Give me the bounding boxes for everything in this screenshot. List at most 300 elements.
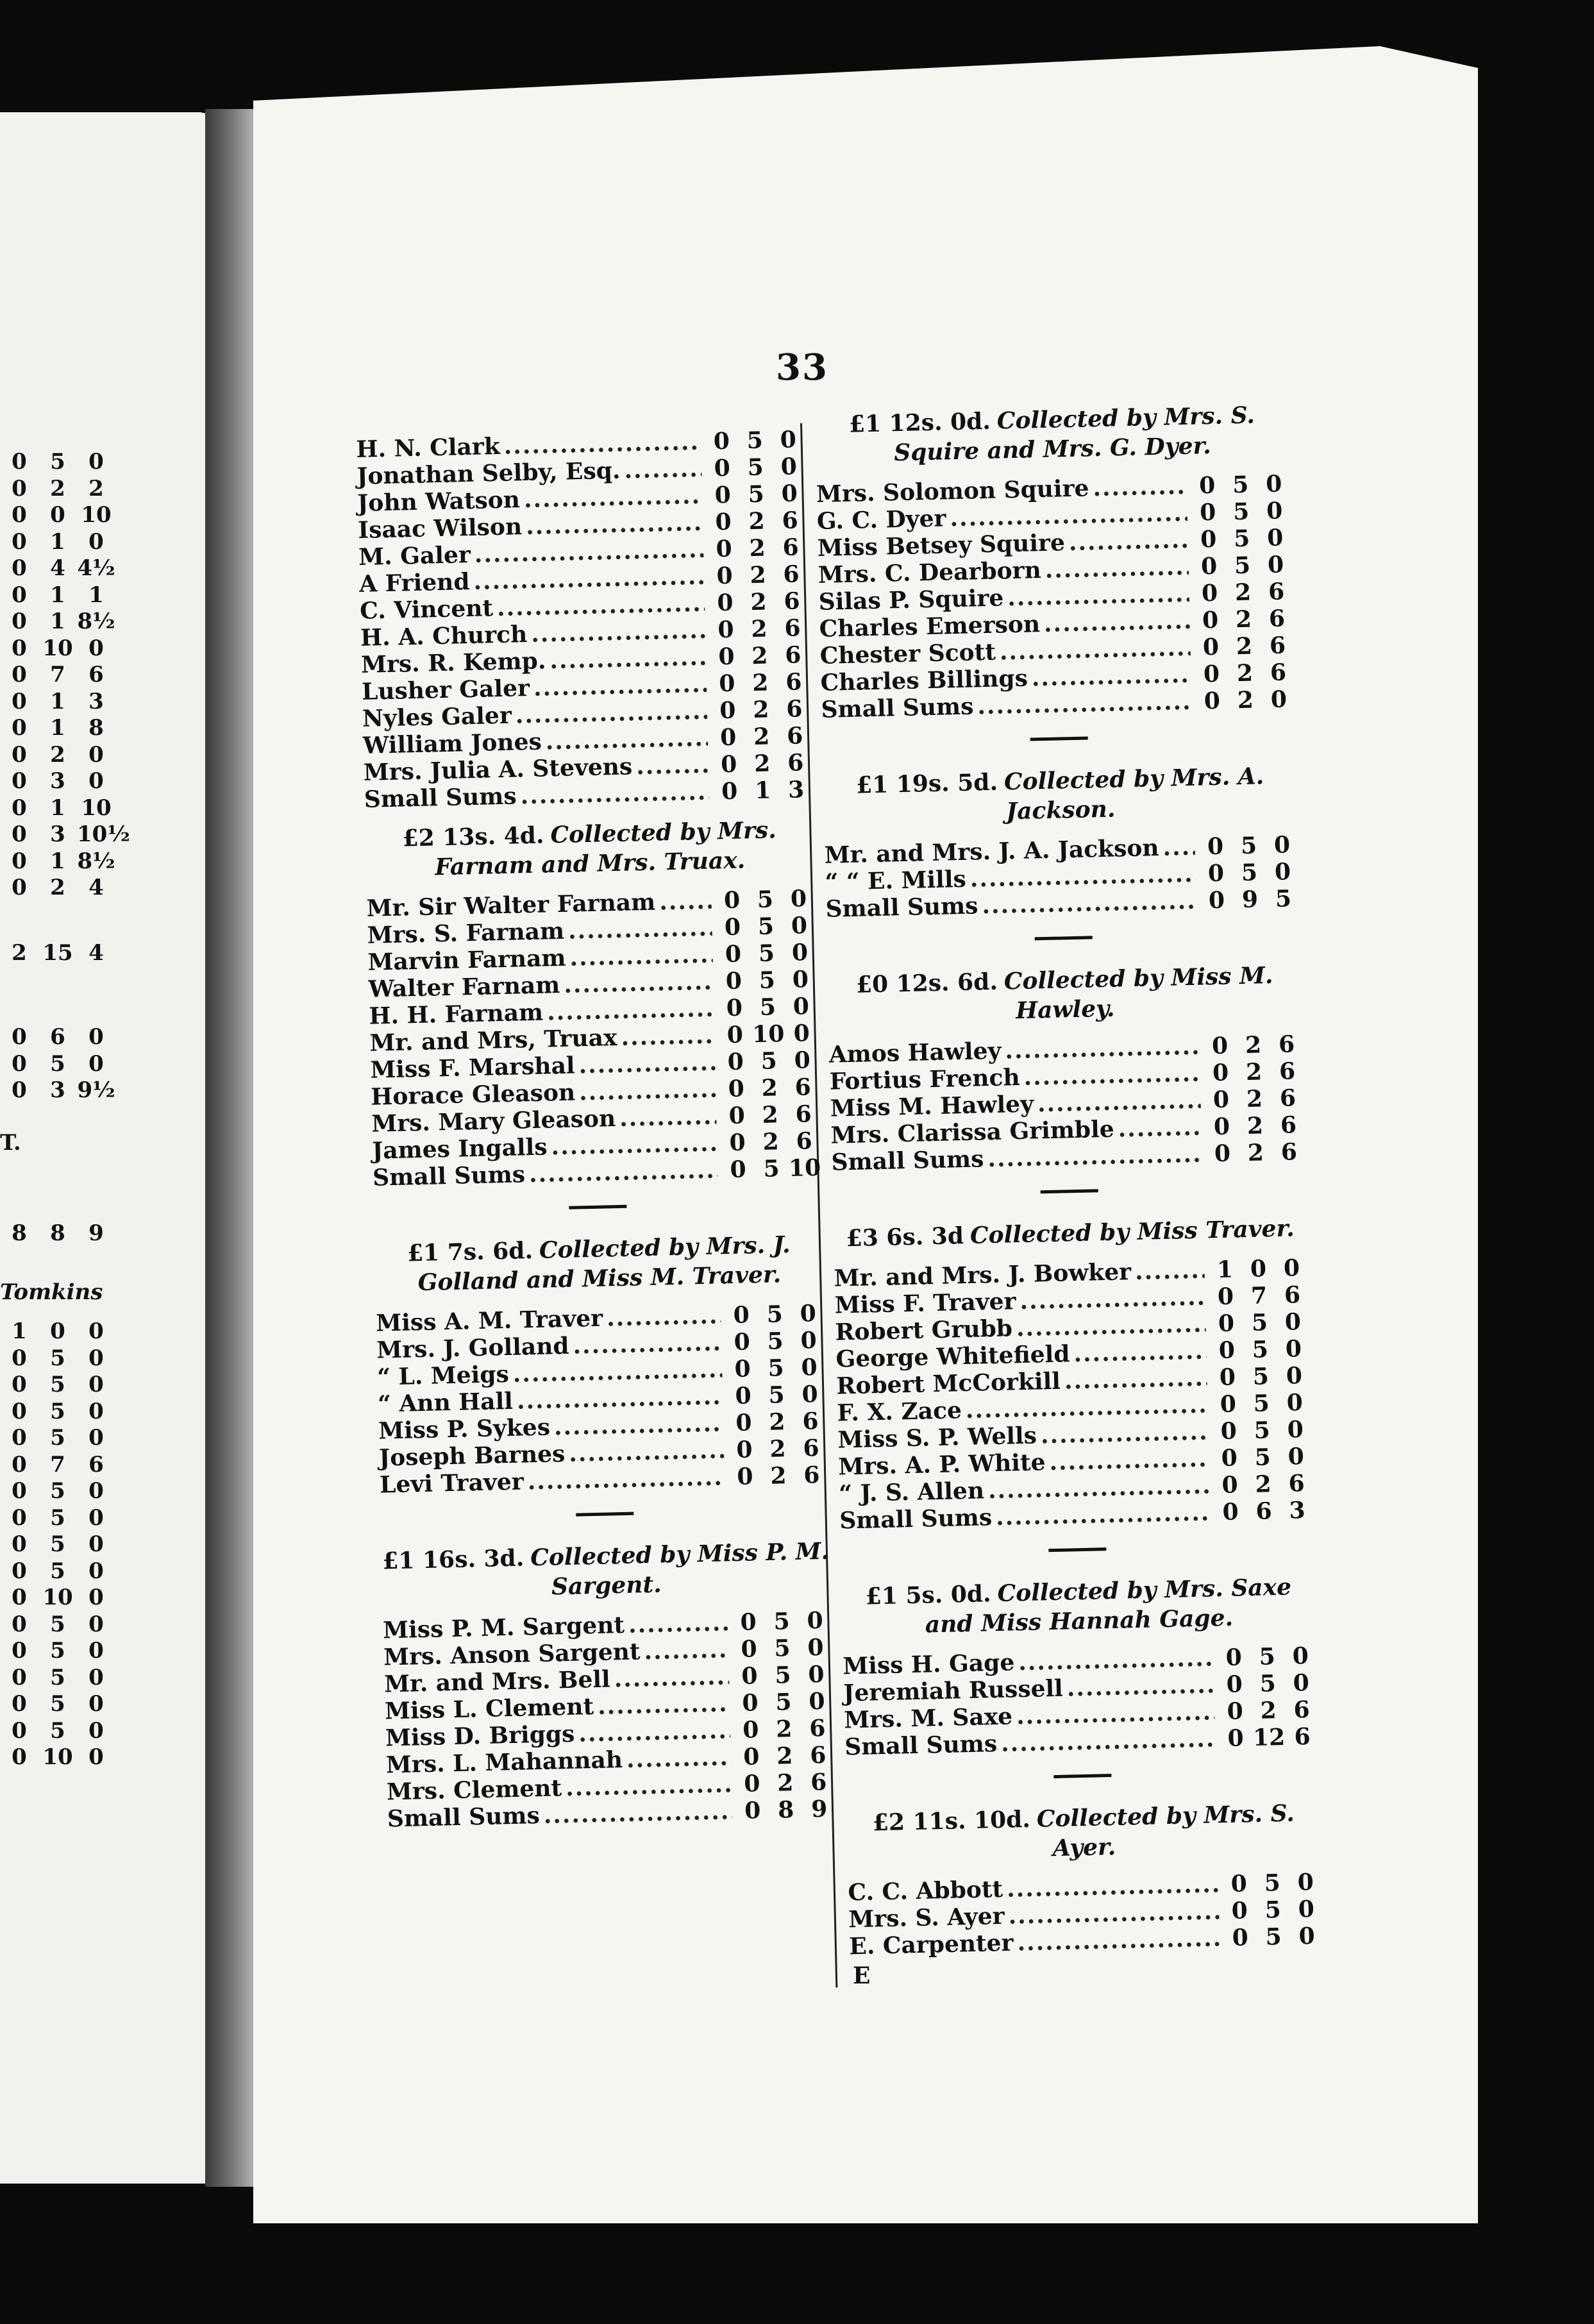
subscriber-name: William Jones	[362, 728, 542, 759]
left-amount-row	[0, 1612, 212, 1638]
amount-pence: 0	[807, 1660, 825, 1688]
amount-cells	[1208, 1254, 1309, 1284]
amount-pence: 0	[1274, 858, 1291, 886]
subscriber-name: Nyles Galer	[362, 702, 512, 732]
amount-cells	[725, 1327, 826, 1356]
leader-dots	[1093, 473, 1187, 501]
subscriber-name: Robert Grubb	[835, 1315, 1013, 1346]
subscriber-name: Mrs. Solomon Squire	[816, 475, 1089, 508]
subscriber-name: Mrs. M. Saxe	[843, 1703, 1013, 1734]
left-amount-row	[0, 502, 212, 529]
subscriber-name: M. Galer	[358, 541, 471, 571]
amount-cells	[706, 480, 807, 509]
left-amount-cell: 0	[12, 821, 27, 847]
leader-dots	[644, 1636, 728, 1665]
leader-dots	[624, 455, 702, 484]
amount-pence: 0	[790, 885, 807, 913]
column-b	[814, 400, 1324, 1971]
left-amount-cell: 0	[88, 449, 104, 475]
amount-pounds: 0	[1231, 1897, 1248, 1924]
left-amount-cell: 0	[88, 1050, 104, 1077]
section-heading	[833, 1213, 1308, 1254]
amount-pence: 0	[800, 1300, 817, 1327]
subscriber-name: H. A. Church	[360, 621, 528, 652]
left-amount-row	[0, 1452, 212, 1479]
subscriber-name: A Friend	[358, 568, 470, 598]
leader-dots	[614, 1663, 729, 1692]
left-amount-cell: 0	[12, 555, 27, 581]
amount-shillings: 2	[762, 1101, 779, 1129]
amount-shillings: 5	[1240, 832, 1257, 860]
amount-pounds: 0	[720, 750, 737, 779]
amount-cells	[728, 1461, 829, 1491]
spacer	[0, 1156, 212, 1220]
left-amount-cell: 0	[88, 768, 104, 794]
heading-amount: £2 13s. 4d.	[402, 821, 544, 852]
amount-shillings: 5	[775, 1688, 792, 1716]
left-amount-cell: 5	[50, 1691, 65, 1717]
left-amount-cell: 0	[12, 528, 27, 555]
amount-pence: 6	[802, 1435, 819, 1462]
subscriber-name: Mrs. S. Farnam	[367, 917, 565, 949]
amount-pounds: 0	[1202, 606, 1219, 634]
section-rule	[569, 1205, 626, 1209]
amount-shillings: 2	[762, 1128, 780, 1156]
amount-pounds: 0	[734, 1328, 751, 1356]
left-amount-cell: 0	[50, 502, 65, 528]
amount-shillings: 6	[1255, 1497, 1273, 1525]
amount-cells	[734, 1688, 834, 1717]
amount-pence: 6	[1280, 1111, 1297, 1139]
amount-shillings: 1	[754, 777, 771, 805]
amount-pounds: 0	[1217, 1283, 1234, 1311]
left-amount-row	[0, 1718, 212, 1745]
amount-pence: 0	[801, 1354, 818, 1381]
heading-amount: £1 16s. 3d.	[382, 1544, 524, 1575]
left-amount-row	[0, 529, 212, 556]
subscriber-name: Lusher Galer	[361, 674, 530, 705]
left-amount-cell: 0	[88, 1504, 104, 1531]
amount-pounds: 0	[1218, 1336, 1236, 1365]
leader-dots	[1135, 1257, 1205, 1285]
amount-shillings: 5	[759, 993, 776, 1021]
amount-cells	[1218, 1696, 1319, 1726]
left-amount-cell: 10	[81, 502, 112, 528]
subscriber-name: Small Sums	[364, 782, 517, 813]
left-amount-cell: 5	[50, 1638, 65, 1663]
amount-pounds: 0	[721, 777, 738, 805]
amount-shillings: 5	[763, 1155, 780, 1183]
leader-dots	[659, 888, 712, 916]
amount-shillings: 2	[1246, 1085, 1263, 1113]
amount-pounds: 0	[1219, 1363, 1236, 1392]
subscriber-name: Miss A. M. Traver	[375, 1304, 603, 1337]
subscriber-name: Small Sums	[387, 1802, 541, 1833]
amount-cells	[1205, 1111, 1305, 1141]
left-amount-row	[0, 875, 212, 902]
amount-cells	[709, 614, 810, 644]
subscriber-name: Miss M. Hawley	[830, 1090, 1034, 1122]
column-a	[356, 426, 837, 1844]
amount-pence: 6	[1279, 1057, 1296, 1085]
amount-pence: 6	[783, 560, 800, 588]
subscriber-name: Mrs. Julia A. Stevens	[363, 753, 633, 786]
amount-shillings: 5	[1241, 859, 1258, 887]
amount-pence: 6	[1268, 578, 1285, 606]
amount-cells	[1223, 1923, 1324, 1952]
leader-dots	[607, 1302, 721, 1331]
left-total-cell: 8	[12, 1220, 27, 1246]
left-amount-cell: 2	[50, 875, 65, 900]
amount-cells	[707, 507, 807, 536]
amount-pounds: 0	[734, 1355, 751, 1383]
left-amount-cell: 3	[88, 688, 104, 714]
leader-dots	[982, 888, 1196, 920]
leader-dots	[987, 1141, 1202, 1173]
amount-pounds: 0	[728, 1075, 745, 1103]
amount-cells	[721, 1127, 821, 1157]
amount-shillings: 5	[747, 453, 764, 482]
left-amount-row	[0, 582, 212, 609]
spacer	[0, 966, 212, 1024]
leader-dots	[545, 725, 708, 755]
amount-cells	[710, 668, 810, 698]
amount-cells	[1217, 1642, 1318, 1672]
left-amount-row	[0, 476, 212, 503]
amount-cells	[719, 1074, 820, 1103]
amount-cells	[1191, 524, 1292, 553]
amount-shillings: 5	[1251, 1309, 1268, 1336]
left-amount-cell: 7	[50, 1451, 65, 1478]
left-amount-row	[0, 1638, 212, 1665]
amount-pounds: 0	[1200, 552, 1218, 580]
amount-shillings: 0	[1250, 1255, 1267, 1283]
left-label-tomkins: Tomkins	[0, 1279, 103, 1305]
section-rule	[1035, 936, 1093, 940]
left-amount-row	[0, 1372, 212, 1399]
left-amount-cell: 0	[88, 1345, 104, 1371]
amount-pence: 3	[1289, 1497, 1306, 1524]
amount-cells	[716, 912, 816, 941]
amount-pounds: 0	[1204, 687, 1221, 715]
left-amount-cell: 0	[88, 1318, 104, 1344]
subscriber-name: Mrs. Clement	[386, 1774, 562, 1806]
left-amount-row	[0, 1051, 212, 1078]
amount-shillings: 2	[1245, 1031, 1262, 1059]
subscriber-name: H. N. Clark	[356, 432, 501, 463]
leader-dots	[579, 1076, 716, 1106]
subscription-section	[356, 426, 813, 813]
subscriber-name: “ J. S. Allen	[838, 1477, 985, 1508]
leader-dots	[564, 968, 714, 998]
amount-shillings: 2	[775, 1715, 793, 1743]
left-amount-cell: 10	[42, 1744, 73, 1770]
leader-dots	[578, 1049, 716, 1079]
left-amount-cell: 3	[50, 821, 65, 847]
left-amount-row	[0, 1691, 212, 1718]
amount-shillings: 5	[768, 1354, 785, 1382]
left-amount-cell: 3	[50, 768, 65, 794]
left-total-cell: 2	[12, 939, 27, 966]
amount-pounds: 0	[1220, 1417, 1237, 1445]
left-amount-cell: 0	[88, 1691, 104, 1717]
amount-cells	[728, 1435, 828, 1464]
amount-cells	[1209, 1308, 1310, 1338]
left-amount-row	[0, 1478, 212, 1505]
left-amount-cell: 5	[50, 1611, 65, 1637]
amount-pence: 5	[1275, 885, 1292, 913]
amount-pence: 0	[1285, 1335, 1302, 1363]
subscriber-name: Mrs. Mary Gleason	[371, 1105, 616, 1138]
amount-pounds: 0	[726, 994, 743, 1022]
subscription-section	[840, 1543, 1319, 1761]
subscription-section	[845, 1769, 1323, 1960]
leader-dots	[1016, 1698, 1215, 1730]
amount-pounds: 0	[1212, 1086, 1230, 1114]
left-amount-row	[0, 1744, 212, 1771]
left-amount-cell: 5	[50, 1425, 65, 1451]
heading-text: Collected by Miss Traver.	[969, 1215, 1295, 1249]
amount-pence: 0	[793, 993, 810, 1020]
subscriber-name: Mrs. Clarissa Grimble	[830, 1115, 1115, 1149]
left-amount-cell: 0	[12, 1504, 27, 1531]
amount-shillings: 2	[769, 1435, 787, 1463]
leader-dots	[503, 428, 701, 460]
amount-cells	[710, 695, 811, 725]
amount-pounds: 0	[1220, 1390, 1237, 1419]
leader-dots	[566, 1771, 732, 1801]
amount-pounds: 0	[725, 940, 742, 968]
amount-pence: 3	[787, 776, 805, 804]
amount-shillings: 2	[776, 1769, 794, 1797]
amount-shillings: 2	[1247, 1139, 1264, 1166]
subscriber-name: Miss P. M. Sargent	[382, 1611, 625, 1644]
left-amount-cell: 0	[88, 1478, 104, 1504]
amount-pence: 6	[1279, 1084, 1296, 1112]
amount-pence: 6	[782, 507, 799, 534]
leader-dots	[996, 1499, 1211, 1531]
amount-pounds: 0	[726, 1021, 744, 1049]
amount-pounds: 0	[716, 562, 734, 590]
left-amount-cell: 1	[50, 528, 65, 555]
subscriber-name: George Whitefield	[835, 1340, 1070, 1373]
amount-pounds: 0	[713, 427, 730, 455]
amount-shillings: 5	[759, 966, 776, 994]
subscriber-name: “ “ E. Mills	[825, 865, 967, 896]
left-amount-cell: 0	[12, 741, 27, 768]
subscriber-name: Walter Farnam	[368, 972, 560, 1003]
leader-dots	[516, 1383, 723, 1414]
left-page-amounts	[0, 449, 212, 1771]
amount-pence: 0	[1298, 1895, 1315, 1923]
amount-pounds: 0	[740, 1608, 757, 1636]
subscription-section	[832, 1184, 1314, 1535]
amount-shillings: 5	[757, 913, 775, 940]
amount-pounds: 0	[736, 1463, 753, 1490]
amount-cells	[717, 993, 818, 1022]
subscriber-name: Miss F. Traver	[834, 1288, 1016, 1319]
amount-cells	[725, 1300, 825, 1329]
subscriber-name: Miss H. Gage	[842, 1649, 1015, 1680]
heading-amount: £1 19s. 5d.	[855, 768, 998, 799]
left-total-cell: 9	[88, 1220, 104, 1246]
amount-shillings: 5	[1264, 1896, 1282, 1924]
leader-dots	[527, 1463, 725, 1495]
leader-dots	[977, 688, 1192, 720]
amount-shillings: 2	[1236, 659, 1254, 687]
amount-pence: 6	[794, 1074, 812, 1101]
amount-pence: 0	[801, 1381, 819, 1408]
left-amount-cell: 1	[50, 582, 65, 608]
amount-pence: 6	[782, 534, 800, 561]
left-amount-cell: 0	[88, 1585, 104, 1610]
left-amount-cell: 8½	[77, 609, 115, 634]
left-amount-cell: 0	[12, 1345, 27, 1371]
subscriber-name: Isaac Wilson	[357, 513, 523, 544]
amount-pounds: 0	[742, 1743, 760, 1771]
amount-pounds: 0	[719, 696, 736, 725]
leader-dots	[568, 914, 712, 945]
subscriber-name: Joseph Barnes	[378, 1440, 566, 1472]
left-amount-cell: 6	[50, 1024, 65, 1050]
amount-shillings: 2	[749, 534, 766, 562]
spacer	[0, 902, 212, 940]
leader-dots	[1001, 1725, 1216, 1757]
section-heading	[846, 1798, 1321, 1868]
amount-shillings: 2	[1245, 1058, 1263, 1086]
amount-shillings: 2	[769, 1462, 787, 1490]
amount-pounds: 0	[728, 1102, 746, 1130]
leader-dots	[1023, 1060, 1200, 1091]
amount-pence: 6	[810, 1768, 827, 1796]
left-amount-row	[0, 662, 212, 689]
amount-shillings: 2	[753, 750, 771, 778]
amount-cells	[735, 1769, 835, 1798]
heading-text: Collected by Mrs. Farnam and Mrs. Truax.	[434, 816, 777, 881]
amount-cells	[1199, 858, 1300, 888]
amount-pounds: 0	[723, 886, 741, 914]
amount-cells	[719, 1047, 819, 1076]
amount-cells	[1203, 1031, 1304, 1060]
amount-pence: 10	[788, 1154, 821, 1182]
leader-dots	[1064, 1365, 1207, 1395]
amount-pence: 6	[784, 614, 801, 642]
subscriber-name: Mrs. Anson Sargent	[383, 1638, 641, 1671]
left-amount-cell: 0	[12, 1558, 27, 1584]
subscriber-name: Marvin Farnam	[367, 944, 566, 976]
subscriber-name: Mrs. L. Mahannah	[385, 1746, 623, 1779]
amount-cells	[1222, 1869, 1323, 1898]
amount-pence: 0	[780, 426, 797, 453]
subscriber-name: Miss F. Marshal	[369, 1052, 576, 1084]
heading-text: Collected by Miss M. Hawley.	[1003, 962, 1273, 1025]
amount-pence: 6	[786, 722, 803, 750]
left-amount-cell: 0	[88, 1717, 104, 1744]
amount-cells	[712, 776, 813, 805]
amount-cells	[735, 1796, 836, 1825]
amount-cells	[709, 641, 810, 671]
left-amount-cell: 1	[50, 848, 65, 874]
amount-cells	[708, 560, 809, 590]
amount-cells	[1223, 1896, 1323, 1925]
amount-shillings: 5	[1265, 1923, 1282, 1951]
amount-pence: 0	[791, 939, 809, 966]
amount-pounds: 0	[729, 1129, 746, 1157]
amount-cells	[1191, 497, 1291, 526]
subscriber-name: Miss D. Briggs	[385, 1720, 575, 1752]
left-amount-cell: 0	[88, 1558, 104, 1584]
amount-pence: 6	[796, 1127, 813, 1155]
left-amount-cell: 0	[12, 688, 27, 714]
left-amount-cell: 0	[88, 635, 104, 661]
left-amount-cell: 0	[12, 1664, 27, 1690]
amount-shillings: 5	[748, 480, 765, 509]
leader-dots	[569, 941, 713, 972]
amount-pounds: 0	[714, 454, 731, 482]
leader-dots	[999, 634, 1191, 666]
leader-dots	[621, 1022, 715, 1051]
amount-shillings: 7	[1250, 1282, 1268, 1309]
amount-cells	[705, 453, 806, 482]
left-amount-row	[0, 555, 212, 582]
left-amount-row	[0, 1425, 212, 1452]
amount-cells	[732, 1634, 833, 1663]
leader-dots	[1049, 1445, 1209, 1476]
amount-pence: 6	[1269, 632, 1286, 659]
subscriber-name: Robert McCorkill	[836, 1367, 1061, 1400]
amount-shillings: 2	[751, 669, 769, 697]
amount-pence: 0	[1297, 1868, 1314, 1896]
section-rule	[1030, 736, 1088, 741]
left-amount-cell: 10½	[77, 821, 130, 847]
subscriber-name: E. Carpenter	[848, 1929, 1014, 1960]
amount-pence: 0	[800, 1327, 818, 1354]
left-amount-cell: 5	[50, 1664, 65, 1690]
amount-pounds: 0	[717, 616, 735, 644]
left-amount-cell: 0	[88, 741, 104, 768]
left-amount-cell: 0	[50, 1318, 65, 1344]
amount-cells	[726, 1354, 826, 1383]
section-heading	[814, 400, 1290, 469]
left-amount-cell: 5	[50, 1398, 65, 1424]
amount-pounds: 0	[735, 1382, 752, 1410]
amount-pounds: 0	[743, 1770, 760, 1798]
amount-shillings: 5	[766, 1301, 784, 1328]
amount-pounds: 0	[1214, 1140, 1231, 1168]
leader-dots	[1017, 1924, 1220, 1956]
amount-cells	[711, 722, 812, 752]
left-amount-row	[0, 636, 212, 662]
left-amount-row	[0, 742, 212, 769]
amount-shillings: 5	[1259, 1643, 1276, 1671]
amount-pence: 9	[810, 1795, 828, 1823]
left-amount-row	[0, 821, 212, 848]
left-amount-row	[0, 1399, 212, 1426]
left-amount-cell: 10	[42, 635, 73, 661]
leader-dots	[626, 1744, 732, 1773]
amount-cells	[705, 426, 805, 455]
left-amount-row	[0, 795, 212, 822]
left-amount-cell: 0	[88, 1398, 104, 1424]
left-amount-cell: 0	[12, 1451, 27, 1478]
leader-dots	[512, 1356, 722, 1387]
left-amount-cell: 0	[12, 768, 27, 794]
amount-pence: 0	[807, 1633, 825, 1662]
amount-pence: 0	[1284, 1308, 1302, 1336]
subscriber-name: Small Sums	[825, 892, 978, 923]
left-amount-cell: 4	[50, 555, 65, 581]
subscription-section	[826, 931, 1306, 1176]
